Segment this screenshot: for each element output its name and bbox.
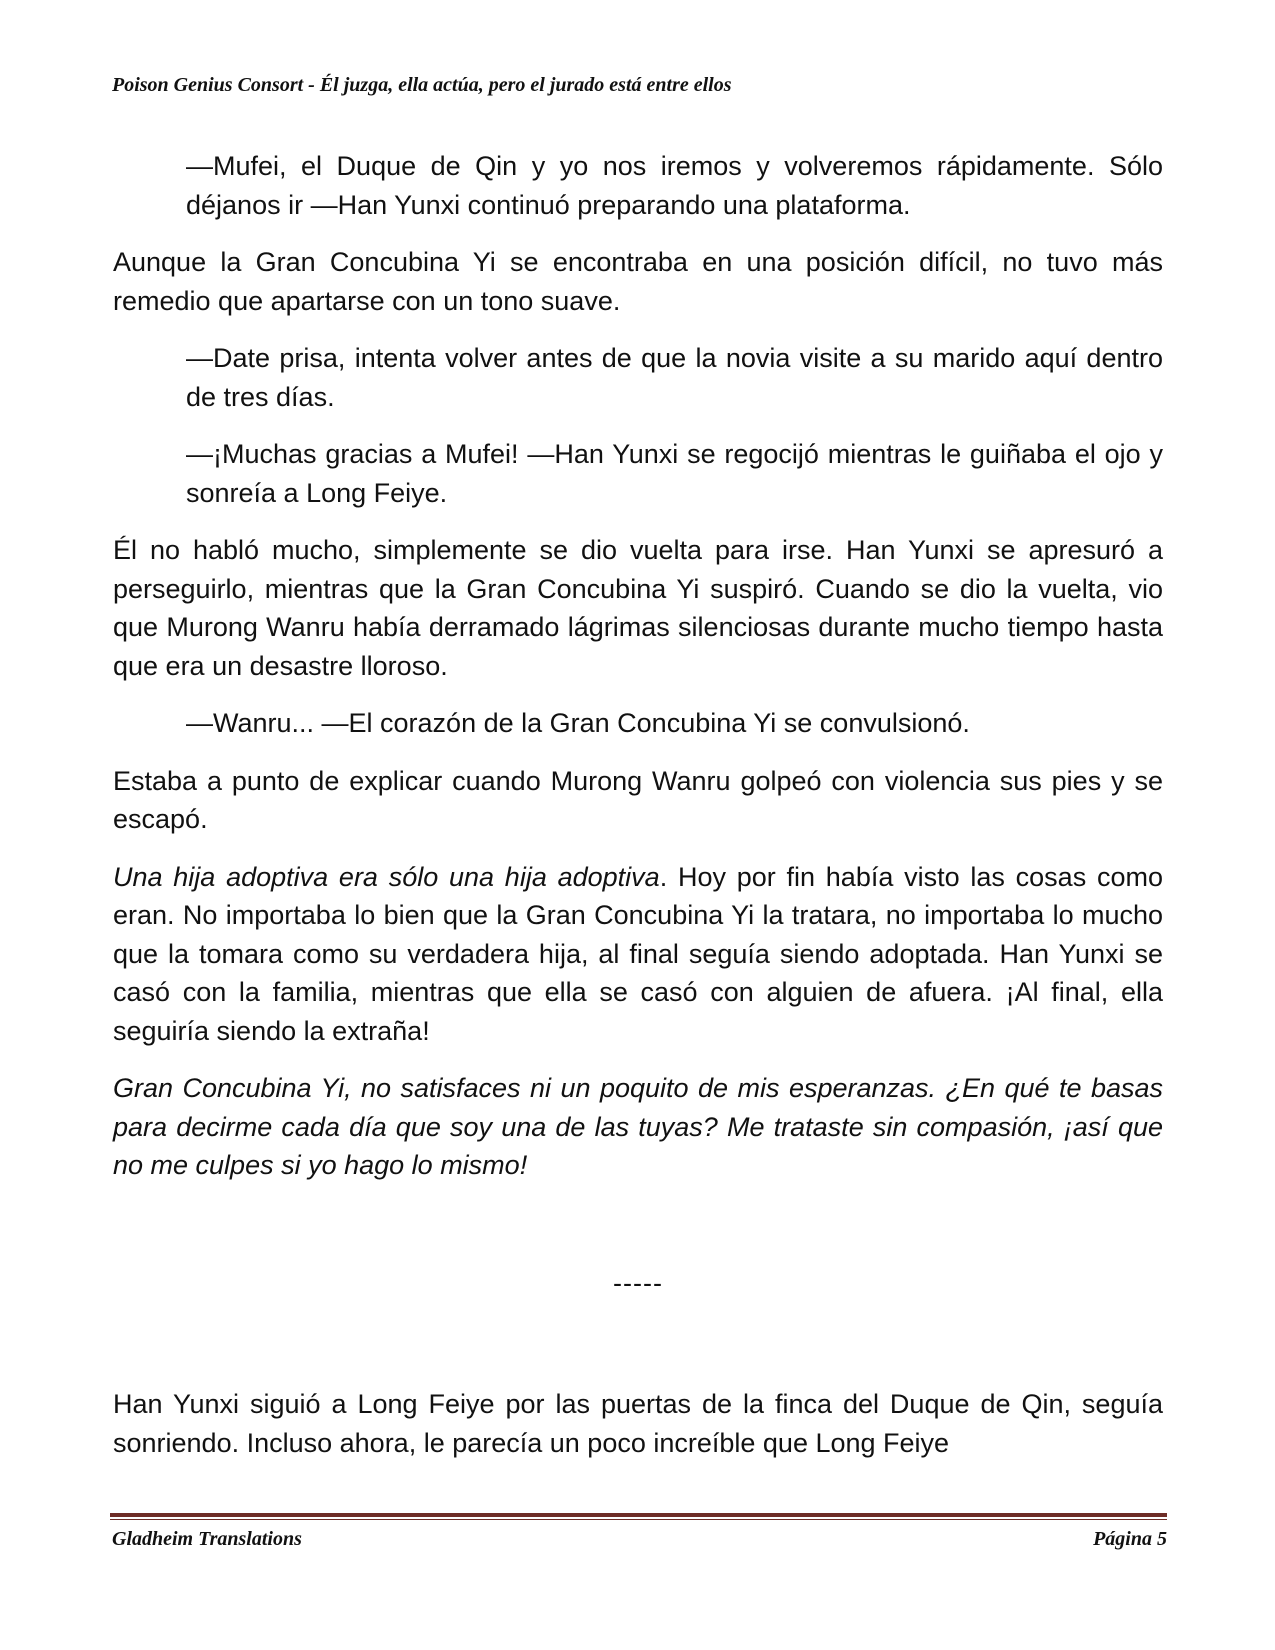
- scene-separator: -----: [613, 1267, 663, 1298]
- paragraph-7: Estaba a punto de explicar cuando Murong Wanru golpeó con violencia sus pies y se escapó.: [113, 765, 1163, 834]
- chapter-body: [113, 147, 1163, 1481]
- paragraph-8-text: . Hoy por fin había visto las cosas como eran. No importaba lo bien que la Gran Concubina Yi la tratara, no importaba lo mucho que la tomara como su verdadera hija, al final seguía siendo adoptada. Han Yunxi se casó con la familia, mientras que ella se casó con alguien de afuera. ¡Al final, ella seguiría siendo la extraña!: [113, 861, 1163, 1046]
- paragraph-8-italic-thought: Una hija adoptiva era sólo una hija adoptiva: [113, 861, 660, 892]
- paragraph-4: —¡Muchas gracias a Mufei! —Han Yunxi se regocijó mientras le guiñaba el ojo y sonreía a Long Feiye.: [186, 439, 1163, 508]
- paragraph-10: Han Yunxi siguió a Long Feiye por las puertas de la finca del Duque de Qin, seguía sonriendo. Incluso ahora, le parecía un poco increíble que Long Feiye: [113, 1389, 1163, 1458]
- paragraph-6: —Wanru... —El corazón de la Gran Concubina Yi se convulsionó.: [186, 708, 970, 738]
- paragraph-2: Aunque la Gran Concubina Yi se encontraba en una posición difícil, no tuvo más remedio que apartarse con un tono suave.: [113, 247, 1163, 316]
- footer-rule-thick: [110, 1513, 1167, 1517]
- paragraph-9-thought: Gran Concubina Yi, no satisfaces ni un poquito de mis esperanzas. ¿En qué te basas para decirme cada día que soy una de las tuyas? Me trataste sin compasión, ¡así que no me culpes si yo hago lo mismo!: [113, 1073, 1163, 1180]
- footer-rule-thin: [110, 1519, 1167, 1520]
- footer-publisher: Gladheim Translations: [112, 1528, 302, 1550]
- paragraph-1: —Mufei, el Duque de Qin y yo nos iremos y volveremos rápidamente. Sólo déjanos ir —Han Yunxi continuó preparando una plataforma.: [186, 151, 1163, 220]
- running-header: Poison Genius Consort - Él juzga, ella actúa, pero el jurado está entre ellos: [112, 74, 732, 96]
- paragraph-5: Él no habló mucho, simplemente se dio vuelta para irse. Han Yunxi se apresuró a perseguirlo, mientras que la Gran Concubina Yi suspiró. Cuando se dio la vuelta, vio que Murong Wanru había derramado lágrimas silenciosas durante mucho tiempo hasta que era un desastre lloroso.: [113, 535, 1163, 681]
- paragraph-3: —Date prisa, intenta volver antes de que la novia visite a su marido aquí dentro de tres días.: [186, 343, 1163, 412]
- paragraph-8: [113, 858, 1163, 1051]
- footer-page-number: Página 5: [1093, 1528, 1167, 1550]
